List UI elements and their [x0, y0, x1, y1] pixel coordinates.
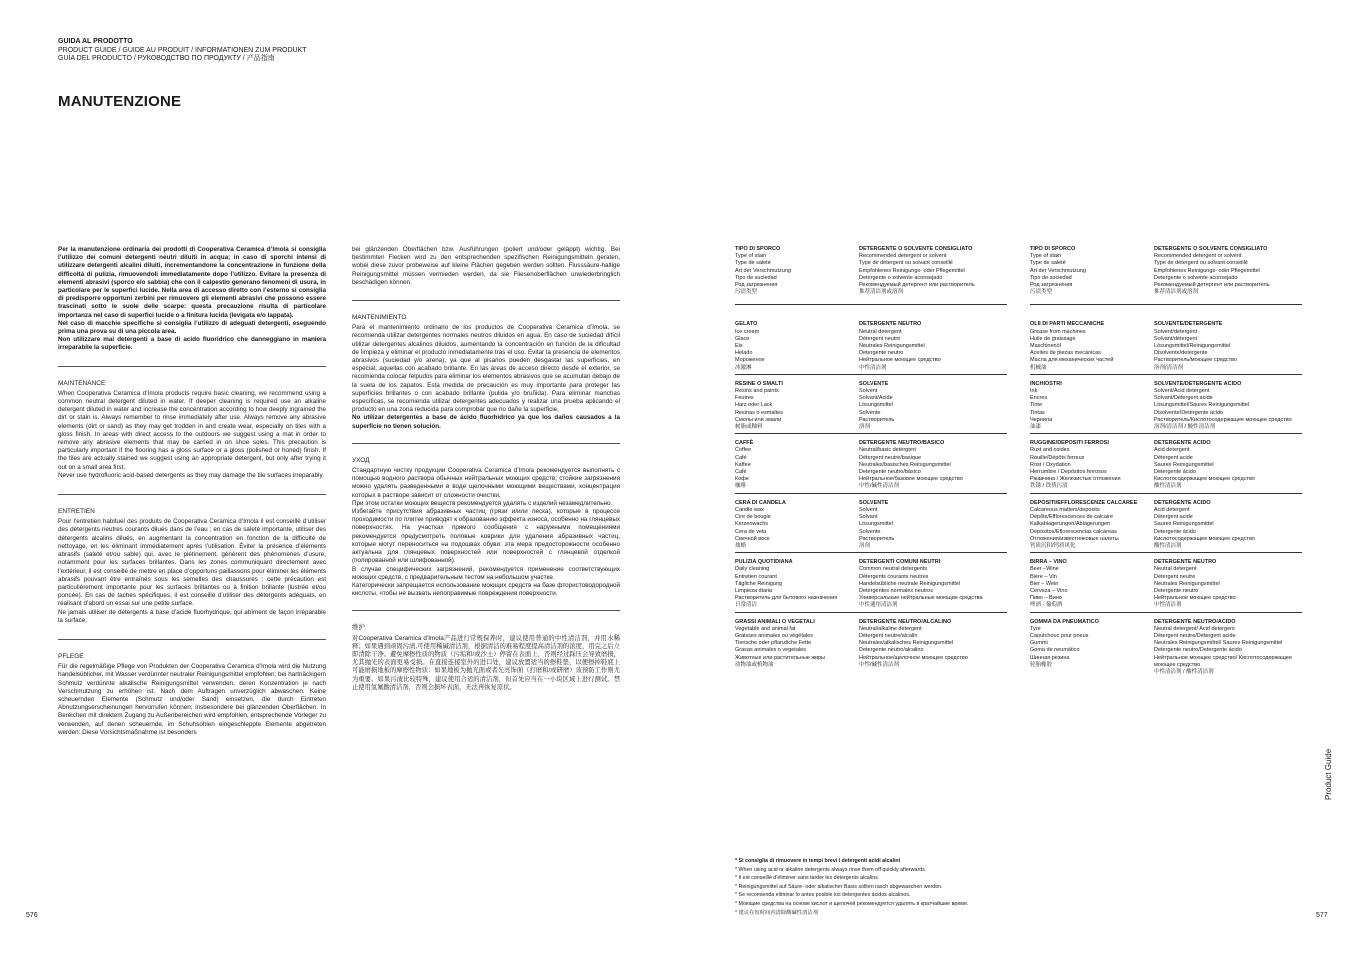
header-stain-type: TIPO DI SPORCO Type of stain Type de saleté Art der Verschmutzung Tipo de suciedad Род загрязнения 污渍类型 [735, 246, 791, 296]
stain-type-cell: PULIZIA QUOTIDIANA Daily cleaning Entretien courant Tägliche Reinigung Limpieza diaria Растворитель для бытового назначения 日常清洁 [735, 559, 838, 609]
divider [352, 443, 620, 444]
intro-paragraph: Per la manutenzione ordinaria dei prodotti di Cooperativa Ceramica d’Imola si consiglia l’utilizzo dei comuni detergenti neutri diluiti in acqua; in caso di sporchi intensi di utilizzare detergenti alcalini diluiti, incrementandone la concentrazione in funzione della difficoltà di pulizia, rimuovendoli immediatamente dopo l’utilizzo. Evitare la presenza di elementi abrasivi (sporco e/o sabbia) che con il calpestio generano fenomeni di usura, in particolare per le superfici lucide. Nella area di accesso diretto con l’esterno si consiglia di predisporre opportuni zerbini per rimuovere gli elementi abrasivi che possono essere trascinati sotto le suole delle scarpe: questa precauzione risulta di particolare importanza nel caso di superfici lucide o a finitura lucida (levigata e/o lappata). [58, 246, 326, 319]
stain-type-cell: GRASSI ANIMALI O VEGETALI Vegetable and animal fat Graisses animales ou végétales Tierische oder pflanzliche Fette Grasas animales o vegetales Животные или растительные жиры 动物油或植物油 [735, 618, 826, 668]
table-row [735, 500, 1007, 553]
section-title-ru: УХОД [352, 456, 370, 464]
stain-type-cell: BIRRA – VINO Beer –Wine Bière – Vin Bier – Wein Cerveza – Vino Пиво – Вино 啤酒 - 葡萄酒 [1030, 559, 1068, 609]
table-row [735, 619, 1007, 669]
detergent-cell: DETERGENTI COMUNI NEUTRI Common neutral detergents Détergents courants neutres Handelsübliche neutrale Reinigungsmittel Detergentes normales neutros Универсальные нейтральные моющие средства 中性通用清洁剂 [859, 559, 983, 609]
footnote: * When using acid or alkaline detergents always rinse them off quickly afterwards. [735, 866, 927, 873]
section-text-es: Para el mantenimiento ordinario de los productos de Cooperativa Ceramica d’Imola, se recomienda utilizar detergentes normales neutros diluidos en agua. En caso de suciedad difícil utilizar detergentes alcalinos diluidos, aumentando la concentración en función de la dificultad de limpieza y eliminar el producto inmediatamente tras el uso. Evitar la presencia de elementos abrasivos (suciedad y/o arena), ya que al pisarlos pueden desgastar las superficies, en especial, aquellas con acabado brillante. En las áreas de acceso directo desde el exterior, se recomienda colocar felpudos para eliminar los elementos abrasivos que se acumulan debajo de la suela de los zapatos. Esta medida de precaución es muy importante para proteger las superficies brillantes o con acabado brillante (pulida y/o bruñida). Para eliminar manchas específicas, se recomienda utilizar detergentes adecuados y realizar una prueba aplicando el producto en una zona reducida para comprobar que no dañe la superficie. [352, 324, 620, 414]
detergent-cell: DETERGENTE ACIDO Acid detergent Détergent acide Saures Reinigungsmittel Detergente ácido Кислотосодержащее моющее средство 酸性清洁剂 [1154, 440, 1255, 490]
section-text-ru-2: При этом остатки моющих веществ рекомендуется удалять с изделий незамедлительно. [352, 499, 613, 507]
section-text-es-2: No utilizar detergentes a base de ácido fluorhídrico ya que los daños causados a la superficie no tienen solución. [352, 414, 620, 430]
header-detergent: DETERGENTE O SOLVENTE CONSIGLIATO Recommended detergent or solvent Type de détergent ou solvant conseillé Empfohlenes Reinigungs- oder Pflegemittel Detergente o solvente aconsejado Рекомендуемый детергент или растворитель 推荐清洁剂或溶剂 [859, 246, 975, 296]
section-text-ru-4: В случае специфических загрязнений, рекомендуется применение соответствующих моющих средств, с предварительным тестом на небольшом участке. [352, 565, 620, 581]
table-row [1030, 559, 1302, 612]
divider [735, 493, 1007, 494]
intro-paragraph-2: Nel caso di macchie specifiche si consiglia l’utilizzo di adeguati detergenti, eseguendo prima una prova su di una piccola area. [58, 319, 326, 336]
stain-type-cell: CERA DI CANDELA Candle wax Cire de bougie Kerzenwachs Cera de vela Свечной воск 烛蜡 [735, 499, 786, 549]
header-line-2: PRODUCT GUIDE / GUIDE AU PRODUIT / INFORMATIONEN ZUM PRODUKT [58, 46, 307, 54]
section-title-fr: ENTRETIEN [58, 508, 95, 516]
page-header [58, 38, 307, 64]
table-row [735, 440, 1007, 493]
header-line-1: GUIDA AL PRODOTTO [58, 38, 133, 45]
detergent-cell: DETERGENTE NEUTRO Neutral detergent Détergent neutre Neutrales Reinigungsmittel Detergente neutro Нейтральное моющее средство 中性清洁剂 [1154, 559, 1236, 609]
section-title-es: MANTENIMIENTO [352, 314, 407, 322]
divider [735, 612, 1007, 613]
divider [735, 552, 1007, 553]
table-row [1030, 321, 1302, 374]
section-text-de: Für die regelmäßige Pflege von Produkten der Cooperativa Ceramica d’Imola wird die Nutzung handelsüblicher, mit Wasser verdünnter neutraler Reinigungsmittel empfohlen; bei hartnäckigem Schmutz verdünnte alkalische Reinigungsmittel verwenden, deren Konzentration je nach Verschmutzung zu erhöhen ist. Nach dem Auftragen unverzüglich abwaschen. Keine scheuernden Elemente (Schmutz und/oder Sand) einsetzen, die durch Eintreten Abnutzungserscheinungen hervorrufen können, insbesondere bei glänzenden Oberflächen. In Bereichen mit direktem Zugang zu Außenbereichen wird empfohlen, entsprechende Vorleger zu verwenden, auf denen scheuernde, im Schuhsohlen eingeschleppte Elemente abgetreten werden: Diese Vorsichtsmaßnahme ist besonders [58, 663, 326, 736]
stain-type-cell: INCHIOSTRI Ink Encres Tinte Tintas Чернила 油漆 [1030, 380, 1062, 431]
section-title-de: PFLEGE [58, 652, 84, 660]
section-title-en: MAINTENANCE [58, 379, 106, 387]
stain-type-cell: RESINE O SMALTI Resins and paints Feutres Harz oder Lack Resinas o esmaltes Смолы или эмали 树脂或釉料 [735, 380, 783, 431]
table-row [1030, 619, 1302, 677]
intro-paragraph-3: Non utilizzare mai detergenti a base di acido fluoridrico che danneggiano in maniera irreparabile la superficie. [58, 336, 326, 352]
section-title-zh: 维护 [352, 624, 365, 632]
section-text-en: When Cooperativa Ceramica d’Imola products require basic cleaning, we recommend using a common neutral detergent diluted in water. If deeper cleaning is required use an alkaline detergent diluted in water and increase the concentration according to how deeply ingrained the dirt or stain is. Always remember to rinse immediately after use. Always remove any abrasive elements (dirt or sand) as they may get trodden in and create wear, especially on tiles with a gloss finish. In areas with direct access to the outdoors we suggest using a mat in order to remove any abrasive elements that may be carried in on shoe soles. This precaution is particularly important if the flooring has a gloss surface or a gloss (polished or honed) finish. If the tiles are actually stained we suggest using an appropriate detergent, but only after trying it out on a small area first. [58, 389, 326, 471]
divider [352, 610, 620, 611]
section-text-en-2: Never use hydrofluoric acid-based detergents as they may damage the tile surfaces irreparably. [58, 471, 324, 479]
divider [1030, 552, 1302, 553]
divider [735, 304, 1007, 305]
stain-type-cell: OLII DI PARTI MECCANICHE Grease from machines Huile de graissage Maschinenöl Aceites de piezas mecánicas Масла для механических частей 机械油 [1030, 321, 1114, 371]
header-detergent: DETERGENTE O SOLVENTE CONSIGLIATO Recommended detergent or solvent Type de détergent ou solvant conseillé Empfohlenes Reinigungs- oder Pflegemittel Detergente o solvente aconsejado Рекомендуемый детергент или растворитель 推荐清洁剂或溶剂 [1154, 246, 1270, 296]
page-number-right: 577 [1316, 912, 1328, 919]
table-row [1030, 500, 1302, 553]
stain-table-right [1030, 246, 1302, 682]
divider [58, 639, 326, 640]
text-column-1 [58, 246, 326, 737]
page-title: MANUTENZIONE [58, 93, 182, 110]
section-text-zh: 对Cooperativa Ceramica d’Imola产品进行常规保养时，建议使用普通的中性清洁剂，并用水稀释；如果遇到顽固污渍,可使用稀碱清洁剂，根据清洁的难易程度提高清洁剂的浓度，用完之后立即清除干净。避免摩擦性质的物质（污垢和/或沙土）停留在表面上，否则经过踩压会导致磨损，尤其抛光的表面更易受损。在直接连接室外的进口处，建议放置适当的擦鞋垫，以便擦掉鞋底上可能磨损地板的摩擦性物质：如果地板为抛光面或者光亮饰面（打磨和/或研磨）该预防工作则尤为重要。如果污渍比较特殊，建议使用合适的清洁剂，但首先应当在一小块区域上进行测试。禁止使用氢氟酸清洁剂，否则会损坏表面，无法再恢复原状。 [352, 634, 620, 691]
detergent-cell: SOLVENTE Solvent Solvant/Acide Lösungsmittel Solvente Растворитель 溶剂 [859, 380, 895, 431]
table-header-row [735, 246, 1007, 296]
section-text-ru: Стандартную чистку продукции Cooperativa Ceramica d’Imola рекомендуется выполнять с помощью водного раствора обычных нейтральных моющих средств; стойкие загрязнения можно удалять разведенными в воде щелочными моющими веществами, концентрация которых в растворе зависит от сложности очистки. [352, 467, 620, 499]
section-text-fr: Pour l’entretien habituel des produits de Cooperativa Ceramica d’Imola il est conseillé d’utiliser des détergents neutres courants dilués dans de l’eau ; en cas de saleté importante, utiliser des détergents alcalins dilués, en augmentant la concentration en fonction de la difficulté de nettoyage, en les éliminant immédiatement après l’utilisation. Éviter la présence d’éléments abrasifs (saleté et/ou sable) qui, avec le piétinement, génèrent des phénomènes d’usure, notamment pour les surfaces brillantes. Dans les zones communiquant directement avec l’extérieur, il est conseillé de mettre en place d’opportuns paillassons pour éliminer les éléments abrasifs pouvant être entraînés sous les semelles des chaussures : cette précaution est particulièrement importante pour les surfaces brillantes ou à finition brillante (lustrée et/ou poncée). En cas de taches spécifiques, il est conseillé d’utiliser des détergents adéquats, en réalisant d’abord un essai sur une petite surface. [58, 518, 326, 608]
divider [1030, 612, 1302, 613]
footnote: * 建议在短时间内清除酸碱性清洁剂 [735, 909, 818, 916]
divider [1030, 493, 1302, 494]
section-text-fr-2: Ne jamais utiliser de détergents à base d’acide fluorhydrique, qui abîment de façon irréparable la surface. [58, 608, 326, 624]
stain-type-cell: RUGGINE/DEPOSITI FERROSI Rust and oxides Rouille/Dépôts ferreux Rost / Oxydation Herrumbre / Depósitos ferrosos Ржавчина / Железистые отложения 铁锈 / 铁质污渍 [1030, 440, 1121, 490]
detergent-cell: DETERGENTE NEUTRO/ACIDO Neutral detergent/ Acid detergent Détergent neutre/Détergent acide Neutrales Reinigungsmittel/ Saures Reinigungsmittel Detergente neutro/Detergente ácido Нейтральное моющее средство/ Кислотосодержащее моющее средство 中性清洁剂 / 酸性清洁剂 [1154, 618, 1292, 675]
divider [1030, 433, 1302, 434]
divider [58, 494, 326, 495]
page-number-left: 576 [26, 912, 38, 919]
divider [735, 374, 1007, 375]
table-row [1030, 440, 1302, 493]
header-stain-type: TIPO DI SPORCO Type of stain Type de saleté Art der Verschmutzung Tipo de suciedad Род загрязнения 污渍类型 [1030, 246, 1086, 296]
detergent-cell: SOLVENTE/DETERGENTE ACIDO Solvent/Acid detergent Solvant/Détergent acide Lösungsmittel/Saures Reinigungsmittel Disolvente/Detergente ácido Растворитель/Кислотосодержащее моющее средство 溶剂/清洁剂 / 酸性清洁剂 [1154, 380, 1292, 431]
stain-type-cell: DEPOSITI/EFFLORESCENZE CALCAREE Calcareous matters/deposits Dépôts/Efflorescences de calcaire Kalkablagerungen/Ablagerungen Depósitos/Eflorescencias calcáreas Отложения/известняковые налеты 钙质沉积/钙质风化 [1030, 499, 1138, 549]
divider [58, 366, 326, 367]
text-column-2 [352, 246, 620, 692]
divider [352, 300, 620, 301]
divider [1030, 304, 1302, 305]
footnote: * Reinigungsmittel auf Säure- oder alkalischer Basis sollten rasch abgewaschen werden. [735, 883, 943, 890]
divider [735, 433, 1007, 434]
table-row [735, 381, 1007, 434]
table-row [735, 321, 1007, 374]
section-text-ru-3: Избегайте присутствия абразивных частиц (грязи и/или песка), которые в процессе проходимости по плитке приводят к образованию эффекта износа, особенно на глянцевых поверхностях. На участках прямого сообщения с наружными помещениями рекомендуется предусмотреть половые коврики для удаления абразивных частиц, которые могут переноситься на подошвах обуви: эта мера предосторожности особенно актуальна для глянцевых поверхностей или поверхностей с глянцевой отделкой (полированной или шлифованной). [352, 508, 620, 565]
side-label: Product Guide [1324, 748, 1333, 800]
stain-type-cell: GOMMA DA PNEUMATICO Tyre Caoutchouc pour pneus Gummi Goma de neumático Шинная резина 轮胎橡胶 [1030, 618, 1099, 668]
detergent-cell: SOLVENTE/DETERGENTE Solvent/detergent Solvant/détergent Lösungsmittel/Reinigungsmittel Disolvente/detergente Растворитель/моющее средство 溶剂/清洁剂 [1154, 321, 1238, 371]
section-text-de-cont: bei glänzenden Oberflächen bzw. Ausführungen (poliert und/oder geläppt) wichtig. Bei bestimmten Flecken wird zu den entsprechenden spezifischen Reinigungsmitteln geraten, wobei diese zuvor probeweise auf kleine Flächen gegeben werden sollten. Flusssäure-haltige Reinigungsmittel müssen vermieden werden, da sie Fliesenoberflächen unwiederbringlich beschädigen können. [352, 246, 620, 286]
detergent-cell: DETERGENTE ACIDO Acid detergent Détergent acide Saures Reinigungsmittel Detergente ácido Кислотосодержащее моющее средство 酸性清洁剂 [1154, 499, 1255, 549]
stain-type-cell: CAFFÈ Coffee Café Kaffee Café Кофе 咖啡 [735, 440, 754, 490]
detergent-cell: DETERGENTE NEUTRO Neutral detergent Détergent neutre Neutrales Reinigungsmittel Detergente neutro Нейтральное моющее средство 中性清洁剂 [859, 321, 941, 371]
detergent-cell: DETERGENTE NEUTRO/BASICO Neutral/basic detergent Détergent neutre/basique Neutrales/basisches Reinigungsmittel Detergente neutro/básico Нейтральное/базовое моющее средство 中性/碱性清洁剂 [859, 440, 963, 490]
table-row [1030, 381, 1302, 434]
divider [1030, 374, 1302, 375]
footnotes [735, 857, 968, 917]
section-text-ru-5: Категорически запрещается использование моющих средств на базе фтористоводородной кислоты, чтобы не вызвать непоправимые повреждения поверхности. [352, 581, 620, 598]
table-header-row [1030, 246, 1302, 296]
detergent-cell: SOLVENTE Solvent Solvant Lösungsmittel Solvente Растворитель 溶剂 [859, 499, 895, 549]
detergent-cell: DETERGENTE NEUTRO/ALCALINO Neutral/alkaline detergent Détergent neutre/alcalin Neutrales/alkalisches Reinigungsmittel Detergente neutro/alcalino Нейтральное/щелочное моющее средство 中性/碱性清洁剂 [859, 618, 968, 668]
header-line-3: GUÍA DEL PRODUCTO / РУКОВОДСТВО ПО ПРОДУКТУ / 产品指南 [58, 55, 275, 62]
stain-table-left [735, 246, 1007, 675]
footnote: * Il est conseillé d’éliminer sans tarder les détergents alcalins. [735, 875, 880, 882]
table-row [735, 559, 1007, 612]
footnote: * Se recomienda eliminar lo antes posible los detergentes ácidos alcalinos. [735, 892, 911, 899]
footnote: * Si consiglia di rimuovere in tempi brevi i detergenti acidi alcalini [735, 858, 901, 864]
footnote: * Моющие средства на основе кислот и щелочей рекомендуется удалять в кратчайшие время. [735, 900, 969, 907]
stain-type-cell: GELATO Ice cream Glace Eis Helado Мороженое 冰激淋 [735, 321, 765, 371]
